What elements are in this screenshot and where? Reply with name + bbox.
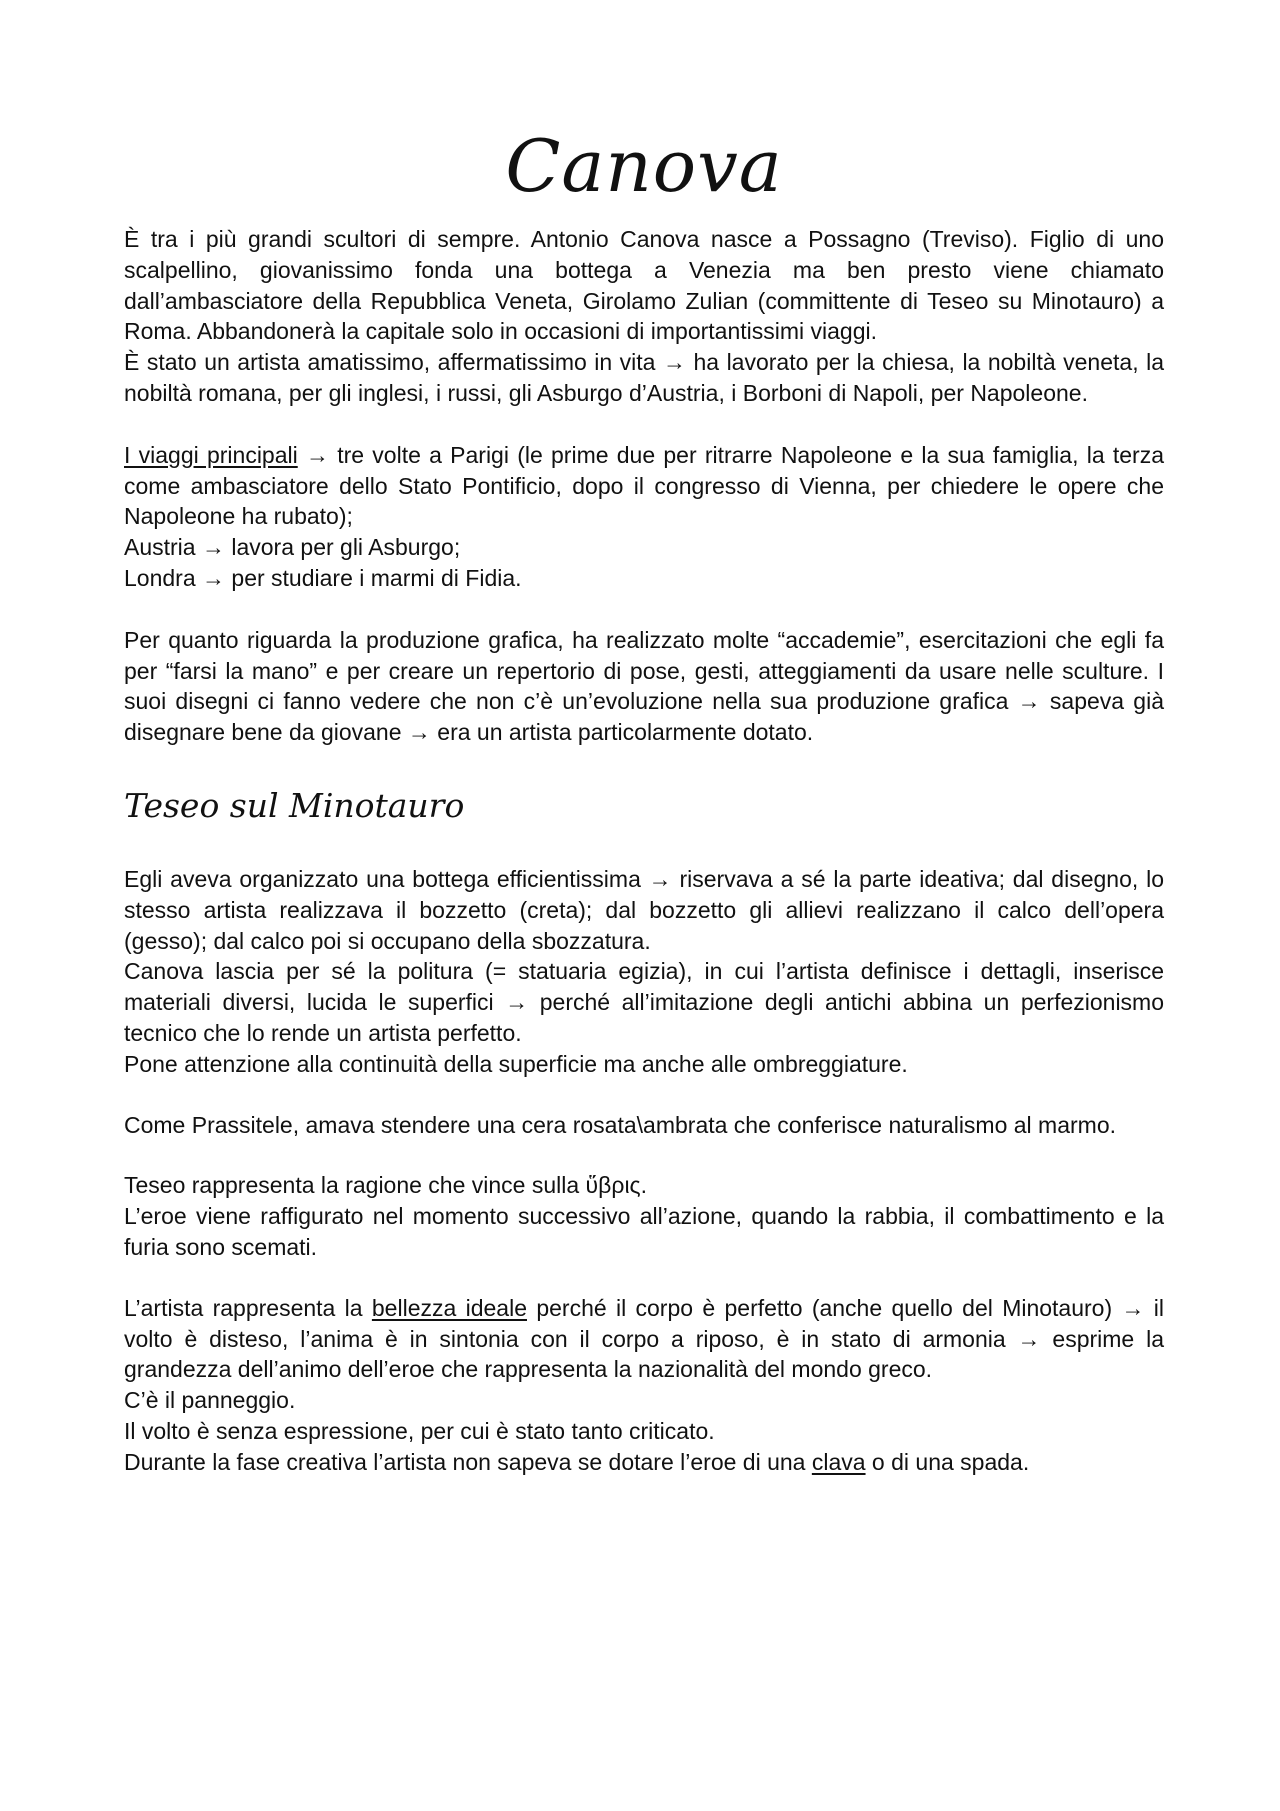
bellezza-pre: L’artista rappresenta la [124, 1294, 372, 1321]
travels-londra: Londra → per studiare i marmi di Fidia. [124, 564, 522, 591]
document-title: Canova [505, 124, 783, 208]
fase-pre: Durante la fase creativa l’artista non sapeva se dotare l’eroe di una [124, 1448, 812, 1475]
travels-paragraph [124, 440, 1164, 532]
workshop-paragraph: Egli aveva organizzato una bottega efficientissima → riservava a sé la parte ideativa; dal disegno, lo stesso artista realizzava il bozzetto (creta); dal bozzetto gli allievi realizzano il calco dell’opera (gesso); dal calco poi si occupano della sbozzatura. [124, 865, 1164, 954]
document-page [124, 0, 1164, 1478]
section-heading-teseo: Teseo sul Minotauro [124, 785, 465, 825]
panneggio-paragraph: C’è il panneggio. [124, 1387, 296, 1414]
travels-austria: Austria → lavora per gli Asburgo; [124, 534, 461, 561]
fase-clava: clava [811, 1448, 866, 1475]
travels-label: I viaggi principali [124, 441, 298, 468]
politura-paragraph: Canova lascia per sé la politura (= statuaria egizia), in cui l’artista definisce i dettagli, inserisce materiali diversi, lucida le superfici → perché all’imitazione degli antichi abbina un perfezionismo tecnico che lo rende un artista perfetto. [124, 958, 1164, 1046]
bellezza-post: perché il corpo è perfetto (anche quello del Minotauro) → il volto è disteso, l’anima è in sintonia con il corpo a riposo, è in stato di armonia → esprime la grandezza dell’animo dell’eroe che rappresenta la nazionalità del mondo greco. [124, 1294, 1164, 1383]
eroe-paragraph: L’eroe viene raffigurato nel momento successivo all’azione, quando la rabbia, il combattimento e la furia sono scemati. [124, 1203, 1164, 1260]
travels-text: → tre volte a Parigi (le prime due per ritrarre Napoleone e la sua famiglia, la terza come ambasciatore dello Stato Pontificio, dopo il congresso di Vienna, per chiedere le opere che Napoleone ha rubato); [124, 441, 1164, 530]
graphics-paragraph: Per quanto riguarda la produzione grafica, ha realizzato molte “accademie”, esercitazioni che egli fa per “farsi la mano” e per creare un repertorio di pose, gesti, atteggiamenti da usare nelle sculture. I suoi disegni ci fanno vedere che non c’è un’evoluzione nella sua produzione grafica → sapeva già disegnare bene da giovane → era un artista particolarmente dotato. [124, 626, 1164, 746]
volto-paragraph: Il volto è senza espressione, per cui è stato tanto criticato. [124, 1417, 715, 1444]
ragione-paragraph: Teseo rappresenta la ragione che vince sulla ὕβρις. [124, 1172, 648, 1199]
fase-post: o di una spada. [865, 1448, 1030, 1475]
intro-paragraph-2: È stato un artista amatissimo, affermatissimo in vita → ha lavorato per la chiesa, la nobiltà veneta, la nobiltà romana, per gli inglesi, i russi, gli Asburgo d’Austria, i Borboni di Napoli, per Napoleone. [124, 349, 1164, 406]
bellezza-label: bellezza ideale [371, 1294, 527, 1321]
bellezza-paragraph [124, 1293, 1164, 1385]
intro-paragraph-1: È tra i più grandi scultori di sempre. Antonio Canova nasce a Possagno (Treviso). Figlio di uno scalpellino, giovanissimo fonda una bottega a Venezia ma ben presto viene chiamato dall’ambasciatore della Repubblica Veneta, Girolamo Zulian (committente di Teseo su Minotauro) a Roma. Abbandonerà la capitale solo in occasioni di importantissimi viaggi. [124, 226, 1164, 345]
prassitele-paragraph: Come Prassitele, amava stendere una cera rosata\ambrata che conferisce naturalismo al marmo. [124, 1111, 1117, 1138]
attenzione-paragraph: Pone attenzione alla continuità della superficie ma anche alle ombreggiature. [124, 1050, 908, 1077]
fase-paragraph [124, 1447, 1164, 1478]
